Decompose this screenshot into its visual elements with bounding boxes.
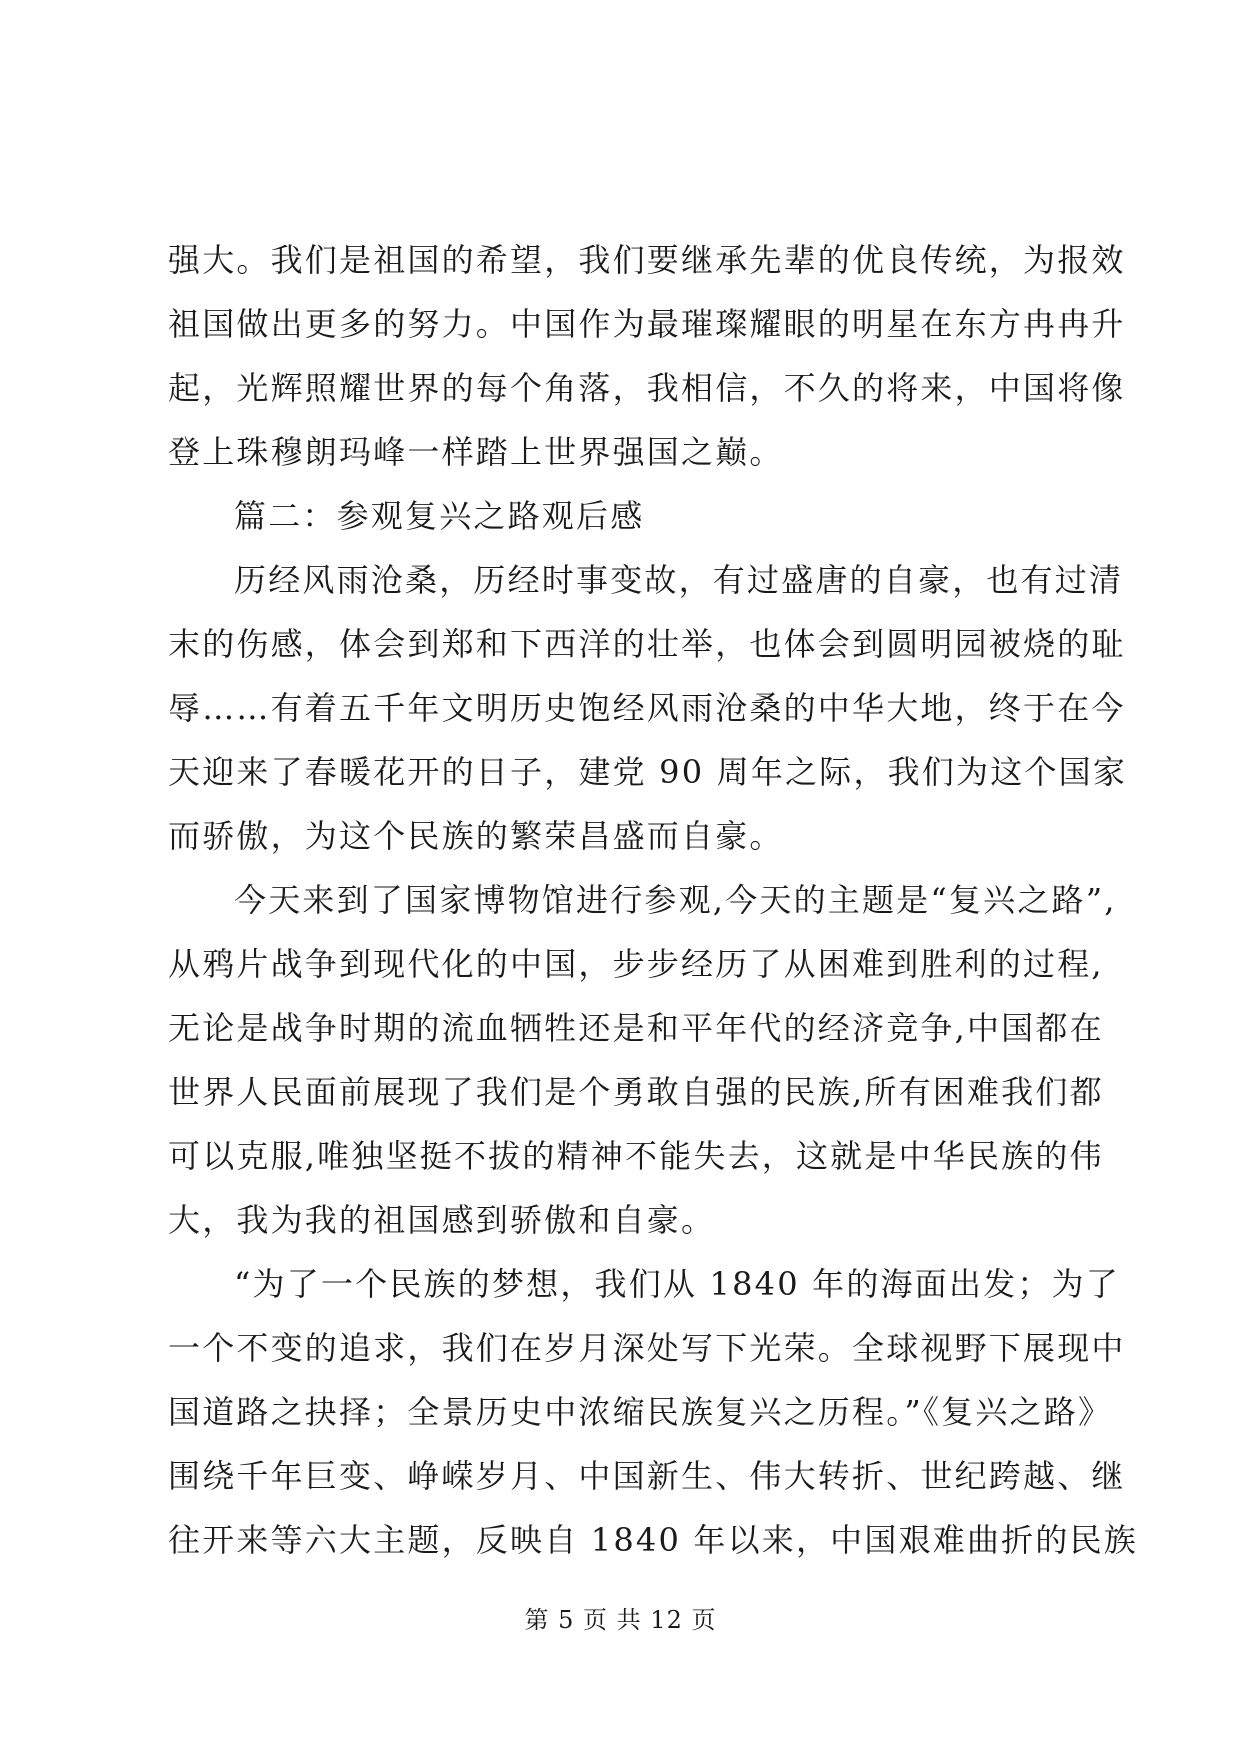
text-line: 无论是战争时期的流血牺牲还是和平年代的经济竞争,中国都在	[168, 1009, 1104, 1047]
text-line: 今天来到了国家博物馆进行参观,今天的主题是“复兴之路”,	[234, 881, 1117, 919]
text-line: “为了一个民族的梦想，我们从 1840 年的海面出发；为了	[234, 1265, 1120, 1303]
text-line: 辱……有着五千年文明历史饱经风雨沧桑的中华大地，终于在今	[168, 689, 1126, 727]
text-line: 从鸦片战争到现代化的中国，步步经历了从困难到胜利的过程,	[168, 945, 1104, 983]
section-heading: 篇二：参观复兴之路观后感	[234, 497, 645, 535]
text-line: 国道路之抉择；全景历史中浓缩民族复兴之历程。”《复兴之路》	[168, 1393, 1113, 1431]
text-line: 大，我为我的祖国感到骄傲和自豪。	[168, 1201, 716, 1239]
text-line: 围绕千年巨变、峥嵘岁月、中国新生、伟大转折、世纪跨越、继	[168, 1457, 1126, 1495]
text-line: 一个不变的追求，我们在岁月深处写下光荣。全球视野下展现中	[168, 1329, 1126, 1367]
text-line: 可以克服,唯独坚挺不拔的精神不能失去，这就是中华民族的伟	[168, 1137, 1104, 1175]
text-line: 天迎来了春暖花开的日子，建党 90 周年之际，我们为这个国家	[168, 753, 1128, 791]
text-line: 强大。我们是祖国的希望，我们要继承先辈的优良传统，为报效	[168, 241, 1126, 279]
text-line: 祖国做出更多的努力。中国作为最璀璨耀眼的明星在东方冉冉升	[168, 305, 1126, 343]
text-line: 世界人民面前展现了我们是个勇敢自强的民族,所有困难我们都	[168, 1073, 1104, 1111]
body-text	[168, 228, 1138, 1572]
text-line: 起，光辉照耀世界的每个角落，我相信，不久的将来，中国将像	[168, 369, 1126, 407]
text-line: 而骄傲，为这个民族的繁荣昌盛而自豪。	[168, 817, 784, 855]
text-line: 末的伤感，体会到郑和下西洋的壮举，也体会到圆明园被烧的耻	[168, 625, 1126, 663]
text-line: 历经风雨沧桑，历经时事变故，有过盛唐的自豪，也有过清	[234, 561, 1124, 599]
text-line: 登上珠穆朗玛峰一样踏上世界强国之巅。	[168, 433, 784, 471]
page-number-footer: 第 5 页 共 12 页	[524, 1606, 717, 1634]
text-line: 往开来等六大主题，反映自 1840 年以来，中国艰难曲折的民族	[168, 1521, 1138, 1559]
